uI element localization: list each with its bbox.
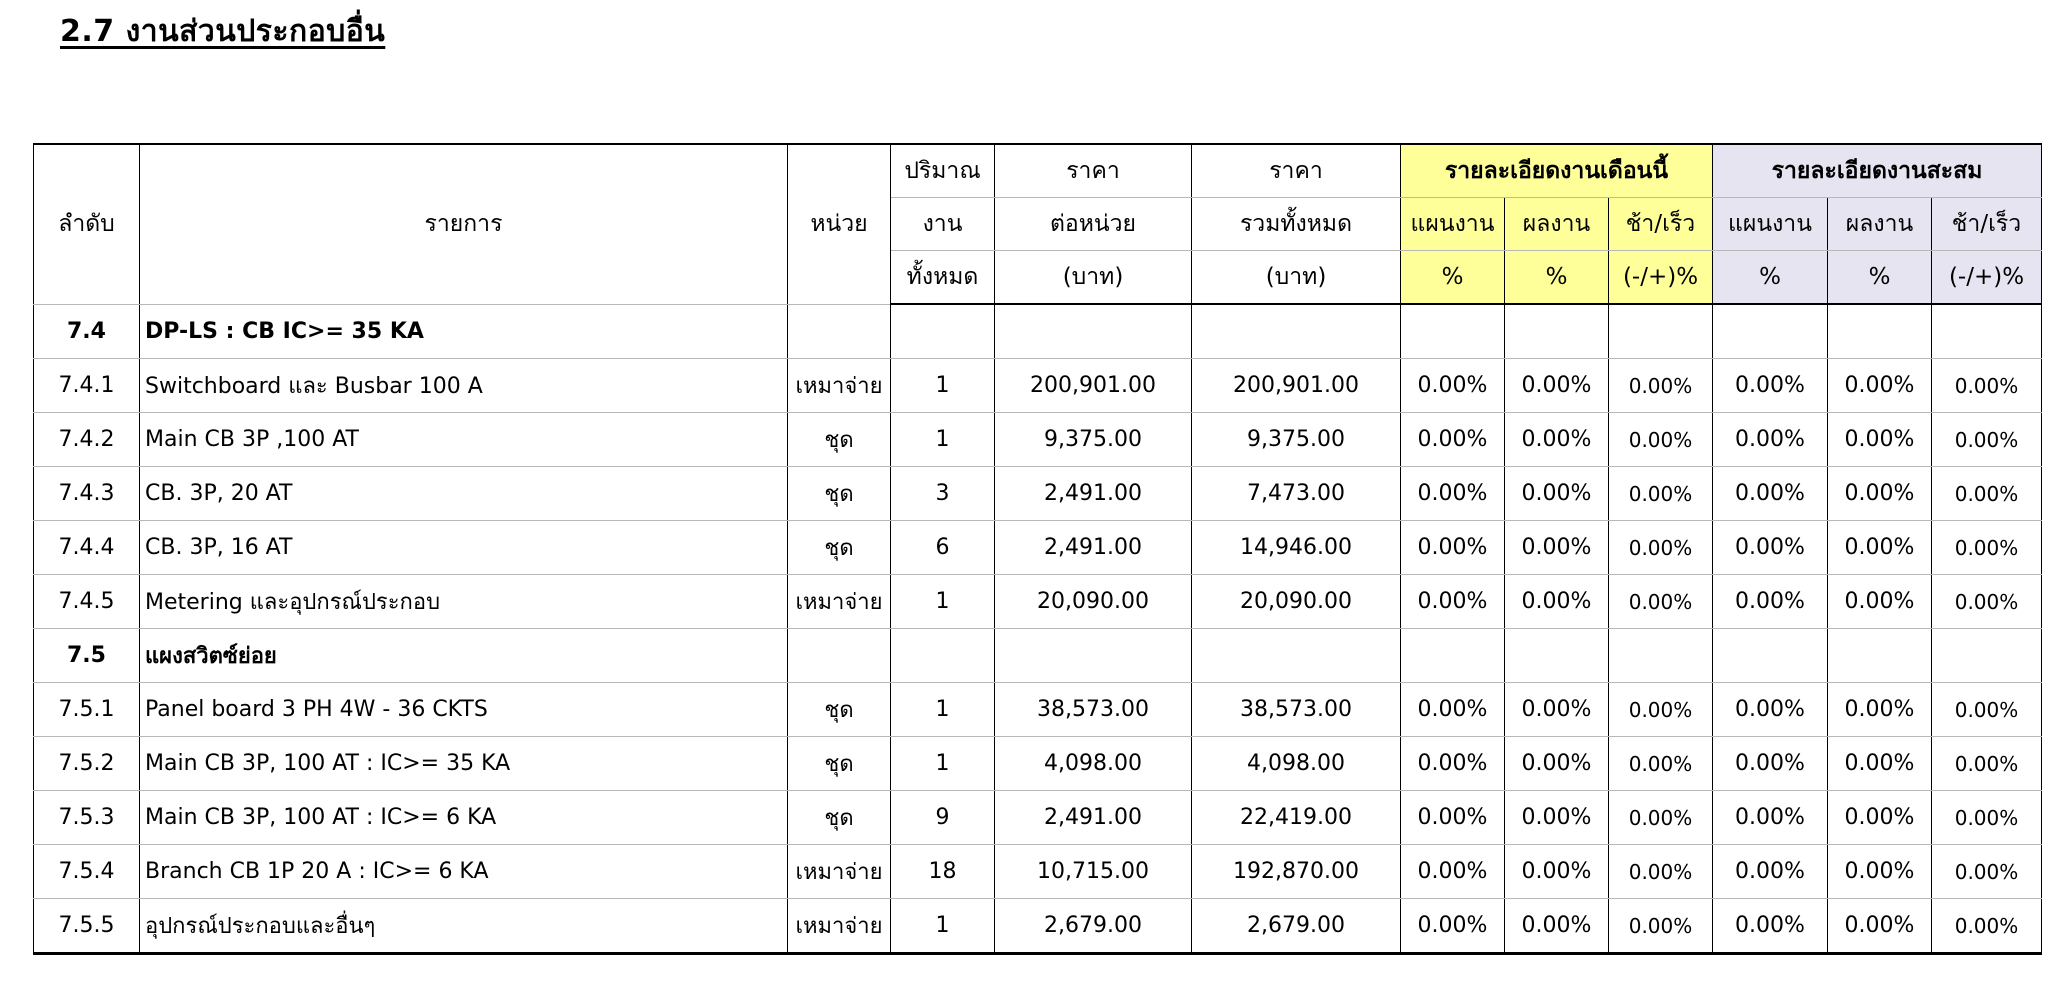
header-item: รายการ <box>140 144 788 304</box>
month-diff-percent: 0.00% <box>1609 359 1713 413</box>
cumulative-result-percent <box>1828 629 1932 683</box>
header-total-price-line1: ราคา <box>1192 144 1401 198</box>
month-result-percent: 0.00% <box>1505 467 1609 521</box>
month-plan-percent: 0.00% <box>1401 899 1505 954</box>
header-cum-diff: ช้า/เร็ว <box>1932 198 2042 251</box>
item-unit-price <box>995 304 1192 359</box>
item-total-price: 2,679.00 <box>1192 899 1401 954</box>
header-month-diff: ช้า/เร็ว <box>1609 198 1713 251</box>
month-result-percent: 0.00% <box>1505 683 1609 737</box>
month-diff-percent: 0.00% <box>1609 467 1713 521</box>
item-number: 7.4.3 <box>34 467 140 521</box>
cumulative-plan-percent: 0.00% <box>1713 467 1828 521</box>
cumulative-plan-percent: 0.00% <box>1713 683 1828 737</box>
table-row <box>34 521 2042 575</box>
header-qty-line1: ปริมาณ <box>891 144 995 198</box>
header-unit-price-line2: ต่อหน่วย <box>995 198 1192 251</box>
item-number: 7.4.1 <box>34 359 140 413</box>
item-number: 7.4.2 <box>34 413 140 467</box>
item-unit-price: 10,715.00 <box>995 845 1192 899</box>
item-total-price: 20,090.00 <box>1192 575 1401 629</box>
cumulative-diff-percent: 0.00% <box>1932 413 2042 467</box>
month-diff-percent: 0.00% <box>1609 791 1713 845</box>
bill-of-quantities-table <box>33 143 2042 955</box>
item-unit: เหมาจ่าย <box>788 359 891 413</box>
table-row <box>34 359 2042 413</box>
cumulative-plan-percent <box>1713 629 1828 683</box>
header-no: ลำดับ <box>34 144 140 304</box>
item-total-price: 22,419.00 <box>1192 791 1401 845</box>
cumulative-diff-percent: 0.00% <box>1932 359 2042 413</box>
item-unit-price: 4,098.00 <box>995 737 1192 791</box>
table-row <box>34 575 2042 629</box>
item-quantity: 6 <box>891 521 995 575</box>
item-description: Main CB 3P ,100 AT <box>140 413 788 467</box>
month-plan-percent: 0.00% <box>1401 575 1505 629</box>
item-description: Metering และอุปกรณ์ประกอบ <box>140 575 788 629</box>
header-month-result: ผลงาน <box>1505 198 1609 251</box>
cumulative-plan-percent: 0.00% <box>1713 413 1828 467</box>
item-unit: เหมาจ่าย <box>788 845 891 899</box>
item-description: Main CB 3P, 100 AT : IC>= 35 KA <box>140 737 788 791</box>
item-total-price: 4,098.00 <box>1192 737 1401 791</box>
month-diff-percent <box>1609 304 1713 359</box>
cumulative-diff-percent: 0.00% <box>1932 467 2042 521</box>
cumulative-diff-percent <box>1932 629 2042 683</box>
item-number: 7.5.2 <box>34 737 140 791</box>
item-unit: ชุด <box>788 467 891 521</box>
month-diff-percent: 0.00% <box>1609 899 1713 954</box>
item-number: 7.5.5 <box>34 899 140 954</box>
item-quantity <box>891 629 995 683</box>
cumulative-diff-percent <box>1932 304 2042 359</box>
item-description: Panel board 3 PH 4W - 36 CKTS <box>140 683 788 737</box>
header-cum-plan: แผนงาน <box>1713 198 1828 251</box>
month-result-percent <box>1505 304 1609 359</box>
item-quantity: 1 <box>891 899 995 954</box>
cumulative-result-percent: 0.00% <box>1828 899 1932 954</box>
item-description: อุปกรณ์ประกอบและอื่นๆ <box>140 899 788 954</box>
cumulative-result-percent: 0.00% <box>1828 845 1932 899</box>
item-unit: เหมาจ่าย <box>788 899 891 954</box>
item-description: Switchboard และ Busbar 100 A <box>140 359 788 413</box>
month-result-percent: 0.00% <box>1505 791 1609 845</box>
table-row <box>34 683 2042 737</box>
item-unit-price: 200,901.00 <box>995 359 1192 413</box>
item-total-price <box>1192 629 1401 683</box>
item-unit <box>788 629 891 683</box>
item-description: Main CB 3P, 100 AT : IC>= 6 KA <box>140 791 788 845</box>
item-description: CB. 3P, 16 AT <box>140 521 788 575</box>
month-plan-percent <box>1401 304 1505 359</box>
item-number: 7.5.3 <box>34 791 140 845</box>
item-number: 7.5.1 <box>34 683 140 737</box>
item-unit: ชุด <box>788 521 891 575</box>
cumulative-result-percent: 0.00% <box>1828 413 1932 467</box>
item-unit-price: 2,679.00 <box>995 899 1192 954</box>
month-diff-percent: 0.00% <box>1609 845 1713 899</box>
item-quantity <box>891 304 995 359</box>
header-cum-result-unit: % <box>1828 251 1932 305</box>
cumulative-plan-percent: 0.00% <box>1713 575 1828 629</box>
month-plan-percent: 0.00% <box>1401 791 1505 845</box>
item-description: DP-LS : CB IC>= 35 KA <box>140 304 788 359</box>
item-number: 7.5 <box>34 629 140 683</box>
header-month-plan: แผนงาน <box>1401 198 1505 251</box>
item-total-price: 200,901.00 <box>1192 359 1401 413</box>
month-plan-percent: 0.00% <box>1401 467 1505 521</box>
month-plan-percent: 0.00% <box>1401 737 1505 791</box>
cumulative-result-percent: 0.00% <box>1828 521 1932 575</box>
month-diff-percent: 0.00% <box>1609 737 1713 791</box>
item-number: 7.4.5 <box>34 575 140 629</box>
month-plan-percent: 0.00% <box>1401 521 1505 575</box>
month-diff-percent: 0.00% <box>1609 413 1713 467</box>
header-cum-result: ผลงาน <box>1828 198 1932 251</box>
item-description: แผงสวิตซ์ย่อย <box>140 629 788 683</box>
item-total-price <box>1192 304 1401 359</box>
cumulative-diff-percent: 0.00% <box>1932 575 2042 629</box>
item-unit-price <box>995 629 1192 683</box>
month-result-percent: 0.00% <box>1505 521 1609 575</box>
item-quantity: 18 <box>891 845 995 899</box>
table-row <box>34 791 2042 845</box>
table-row <box>34 467 2042 521</box>
cumulative-diff-percent: 0.00% <box>1932 683 2042 737</box>
header-unit: หน่วย <box>788 144 891 304</box>
month-diff-percent: 0.00% <box>1609 575 1713 629</box>
header-unit-price-line1: ราคา <box>995 144 1192 198</box>
item-unit <box>788 304 891 359</box>
item-unit: เหมาจ่าย <box>788 575 891 629</box>
month-plan-percent: 0.00% <box>1401 413 1505 467</box>
month-result-percent: 0.00% <box>1505 737 1609 791</box>
cumulative-diff-percent: 0.00% <box>1932 737 2042 791</box>
item-total-price: 192,870.00 <box>1192 845 1401 899</box>
table-row <box>34 413 2042 467</box>
month-plan-percent: 0.00% <box>1401 359 1505 413</box>
cumulative-diff-percent: 0.00% <box>1932 845 2042 899</box>
cumulative-result-percent: 0.00% <box>1828 359 1932 413</box>
item-unit: ชุด <box>788 413 891 467</box>
section-row <box>34 629 2042 683</box>
cumulative-result-percent: 0.00% <box>1828 737 1932 791</box>
item-unit-price: 9,375.00 <box>995 413 1192 467</box>
month-result-percent: 0.00% <box>1505 575 1609 629</box>
cumulative-diff-percent: 0.00% <box>1932 899 2042 954</box>
page-title: 2.7 งานส่วนประกอบอื่น <box>60 14 386 49</box>
item-quantity: 9 <box>891 791 995 845</box>
header-cumulative-group: รายละเอียดงานสะสม <box>1713 144 2042 198</box>
month-result-percent: 0.00% <box>1505 845 1609 899</box>
item-number: 7.4.4 <box>34 521 140 575</box>
item-unit: ชุด <box>788 683 891 737</box>
item-unit: ชุด <box>788 737 891 791</box>
cumulative-result-percent <box>1828 304 1932 359</box>
item-quantity: 1 <box>891 359 995 413</box>
cumulative-diff-percent: 0.00% <box>1932 791 2042 845</box>
cumulative-plan-percent: 0.00% <box>1713 521 1828 575</box>
section-row <box>34 304 2042 359</box>
cumulative-plan-percent: 0.00% <box>1713 791 1828 845</box>
item-quantity: 1 <box>891 683 995 737</box>
item-unit-price: 2,491.00 <box>995 467 1192 521</box>
header-qty-line3: ทั้งหมด <box>891 251 995 305</box>
item-description: Branch CB 1P 20 A : IC>= 6 KA <box>140 845 788 899</box>
cumulative-plan-percent: 0.00% <box>1713 899 1828 954</box>
item-number: 7.5.4 <box>34 845 140 899</box>
month-result-percent: 0.00% <box>1505 413 1609 467</box>
item-quantity: 3 <box>891 467 995 521</box>
cumulative-result-percent: 0.00% <box>1828 683 1932 737</box>
cumulative-plan-percent <box>1713 304 1828 359</box>
header-total-price-line2: รวมทั้งหมด <box>1192 198 1401 251</box>
month-plan-percent <box>1401 629 1505 683</box>
item-quantity: 1 <box>891 575 995 629</box>
item-unit-price: 2,491.00 <box>995 791 1192 845</box>
item-total-price: 38,573.00 <box>1192 683 1401 737</box>
cumulative-plan-percent: 0.00% <box>1713 845 1828 899</box>
month-diff-percent: 0.00% <box>1609 521 1713 575</box>
month-diff-percent: 0.00% <box>1609 683 1713 737</box>
item-unit-price: 2,491.00 <box>995 521 1192 575</box>
header-cum-plan-unit: % <box>1713 251 1828 305</box>
item-total-price: 7,473.00 <box>1192 467 1401 521</box>
header-total-price-line3: (บาท) <box>1192 251 1401 305</box>
cumulative-result-percent: 0.00% <box>1828 467 1932 521</box>
header-qty-line2: งาน <box>891 198 995 251</box>
item-total-price: 14,946.00 <box>1192 521 1401 575</box>
month-plan-percent: 0.00% <box>1401 845 1505 899</box>
item-unit-price: 20,090.00 <box>995 575 1192 629</box>
month-diff-percent <box>1609 629 1713 683</box>
month-result-percent <box>1505 629 1609 683</box>
header-month-diff-unit: (-/+)% <box>1609 251 1713 305</box>
month-plan-percent: 0.00% <box>1401 683 1505 737</box>
item-quantity: 1 <box>891 737 995 791</box>
table-row <box>34 737 2042 791</box>
item-total-price: 9,375.00 <box>1192 413 1401 467</box>
item-unit: ชุด <box>788 791 891 845</box>
cumulative-diff-percent: 0.00% <box>1932 521 2042 575</box>
header-cum-diff-unit: (-/+)% <box>1932 251 2042 305</box>
header-unit-price-line3: (บาท) <box>995 251 1192 305</box>
header-month-group: รายละเอียดงานเดือนนี้ <box>1401 144 1713 198</box>
cumulative-plan-percent: 0.00% <box>1713 359 1828 413</box>
cumulative-result-percent: 0.00% <box>1828 791 1932 845</box>
item-description: CB. 3P, 20 AT <box>140 467 788 521</box>
cumulative-plan-percent: 0.00% <box>1713 737 1828 791</box>
item-quantity: 1 <box>891 413 995 467</box>
item-unit-price: 38,573.00 <box>995 683 1192 737</box>
month-result-percent: 0.00% <box>1505 899 1609 954</box>
item-number: 7.4 <box>34 304 140 359</box>
month-result-percent: 0.00% <box>1505 359 1609 413</box>
table-row <box>34 899 2042 954</box>
header-month-result-unit: % <box>1505 251 1609 305</box>
table-row <box>34 845 2042 899</box>
header-month-plan-unit: % <box>1401 251 1505 305</box>
cumulative-result-percent: 0.00% <box>1828 575 1932 629</box>
